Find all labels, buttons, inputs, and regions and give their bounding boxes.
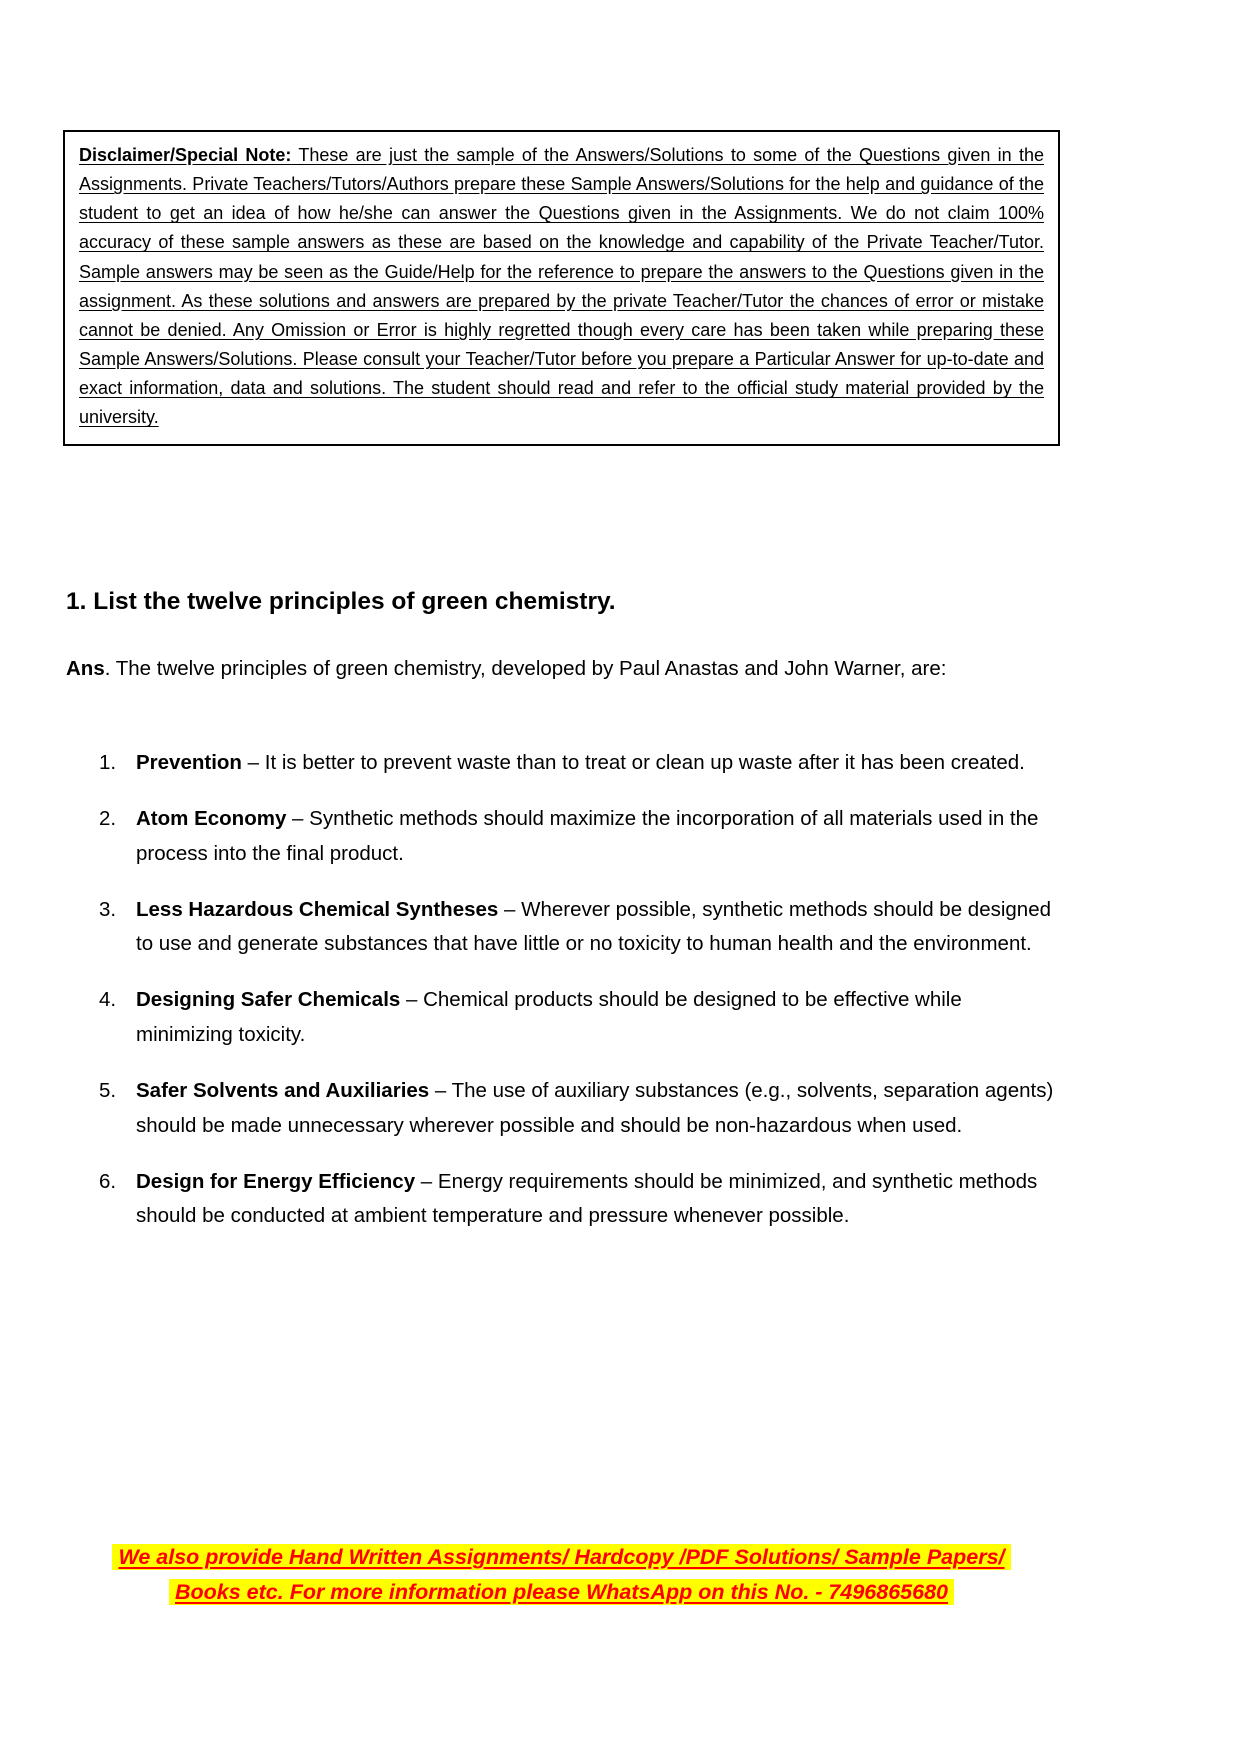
- list-item-number: 6.: [99, 1169, 117, 1193]
- list-item: [99, 802, 1061, 872]
- disclaimer-box: [63, 130, 1060, 446]
- list-item-text: [136, 1165, 1061, 1235]
- list-item-desc: – It is better to prevent waste than to treat or clean up waste after it has been created.: [241, 751, 1025, 774]
- answer-intro-text: . The twelve principles of green chemistry, developed by Paul Anastas and John Warner, are:: [104, 657, 947, 680]
- list-item-text: [136, 983, 1061, 1053]
- disclaimer-text: [79, 141, 1044, 433]
- list-item: [99, 1165, 1061, 1235]
- list-item-term: Design for Energy Efficiency: [136, 1169, 416, 1193]
- list-item: [99, 1074, 1061, 1144]
- answer-label: Ans: [66, 657, 105, 680]
- answer-list: [99, 746, 1061, 1255]
- footer-banner: [63, 1540, 1060, 1611]
- list-item: [99, 746, 1061, 781]
- footer-line-2: Books etc. For more information please WhatsApp on this No. - 7496865680: [169, 1579, 954, 1605]
- list-item-desc: – Wherever possible, synthetic methods should be designed to use and generate substances that have little or no toxicity to human health and the environment.: [136, 897, 1052, 956]
- list-item: [99, 983, 1061, 1053]
- footer-line-1: We also provide Hand Written Assignments/ Hardcopy /PDF Solutions/ Sample Papers/: [112, 1544, 1010, 1570]
- list-item-term: Designing Safer Chemicals: [136, 988, 401, 1012]
- list-item-desc: – Chemical products should be designed to be effective while minimizing toxicity.: [136, 988, 962, 1047]
- list-item-number: 1.: [99, 751, 117, 774]
- list-item-desc: – Energy requirements should be minimized, and synthetic methods should be conducted at ambient temperature and pressure whenever possible.: [136, 1169, 1038, 1228]
- question-title: 1. List the twelve principles of green chemistry.: [66, 588, 616, 615]
- list-item-term: Safer Solvents and Auxiliaries: [136, 1078, 430, 1102]
- list-item-term: Prevention: [136, 751, 242, 774]
- answer-paragraph: [66, 652, 1051, 687]
- list-item-number: 4.: [99, 988, 117, 1012]
- list-item-number: 2.: [99, 806, 117, 830]
- list-item-text: [136, 746, 1061, 781]
- disclaimer-body-text: These are just the sample of the Answers/Solutions to some of the Questions given in the Assignments. Private Teachers/Tutors/Authors prepare these Sample Answers/Solutions for the help and guidance of the student to get an idea of how he/she can answer the Questions given in the Assignments. We do not claim 100% accuracy of these sample answers as these are based on the knowledge and capability of the Private Teacher/Tutor. Sample answers may be seen as the Guide/Help for the reference to prepare the answers to the Questions given in the assignment. As these solutions and answers are prepared by the private Teacher/Tutor the chances of error or mistake cannot be denied. Any Omission or Error is highly regretted though every care has been taken while preparing these Sample Answers/Solutions. Please consult your Teacher/Tutor before you prepare a Particular Answer for up-to-date and exact information, data and solutions. The student should read and refer to the official study material provided by the university.: [79, 145, 1044, 428]
- disclaimer-label: Disclaimer/Special Note:: [79, 145, 292, 165]
- list-item-text: [136, 1074, 1061, 1144]
- list-item-term: Less Hazardous Chemical Syntheses: [136, 897, 499, 921]
- list-item-number: 5.: [99, 1078, 117, 1102]
- list-item-number: 3.: [99, 897, 117, 921]
- list-item: [99, 893, 1061, 963]
- list-item-text: [136, 893, 1061, 963]
- list-item-desc: – Synthetic methods should maximize the incorporation of all materials used in the process into the final product.: [136, 806, 1039, 865]
- list-item-text: [136, 802, 1061, 872]
- list-item-desc: – The use of auxiliary substances (e.g., solvents, separation agents) should be made unnecessary wherever possible and should be non-hazardous when used.: [136, 1078, 1054, 1137]
- list-item-term: Atom Economy: [136, 806, 287, 830]
